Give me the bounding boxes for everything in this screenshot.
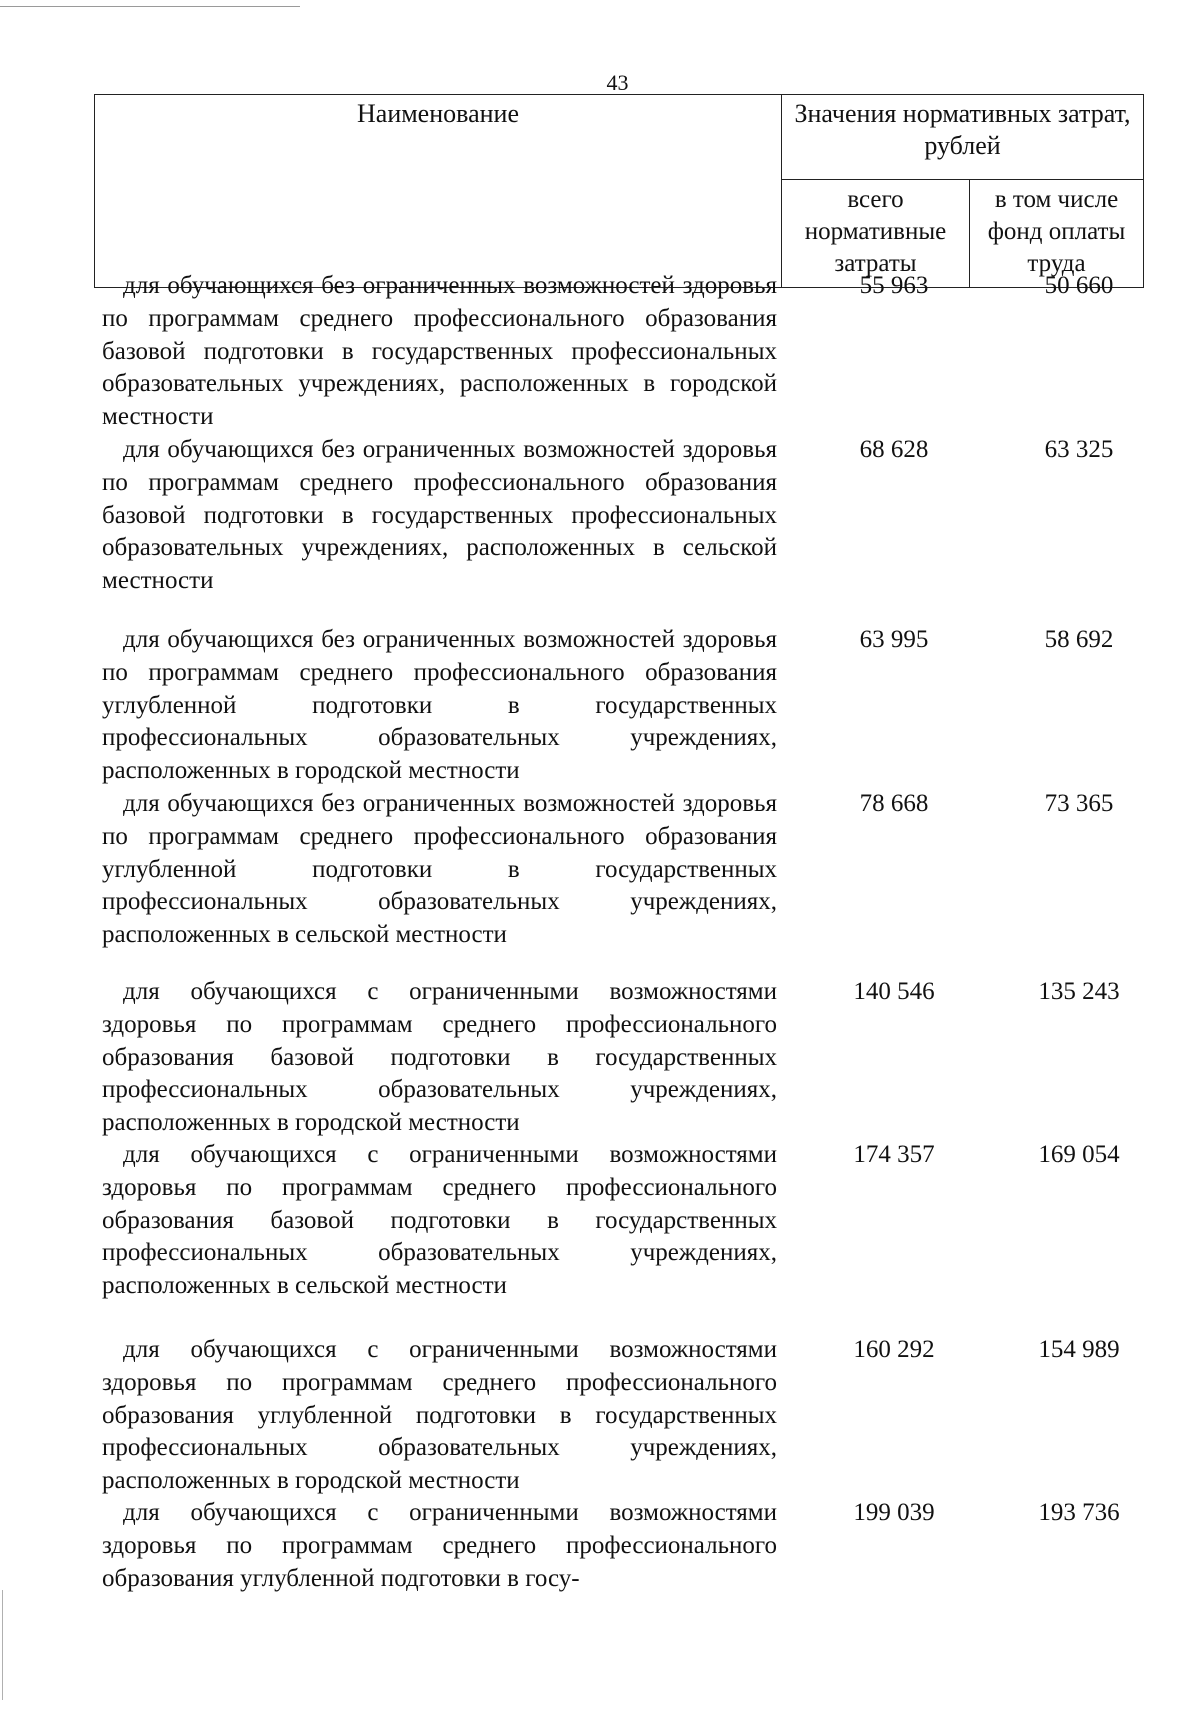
- row-description: для обучающихся с ограниченными возможностями здоровья по программам среднего профессионального образования углубленной подготовки в государственных профессиональных образовательных учреждениях, расположенных в городской местности: [102, 1336, 777, 1495]
- row-description: для обучающихся с ограниченными возможностями здоровья по программам среднего профессионального образования базовой подготовки в государственных профессиональных образовательных учреждениях, расположенных в сельской местности: [102, 1141, 777, 1300]
- header-payroll-fund: в том числе фонд оплаты труда: [987, 186, 1126, 277]
- page-number: 43: [606, 70, 629, 95]
- row-description: для обучающихся с ограниченными возможностями здоровья по программам среднего профессионального образования базовой подготовки в государственных профессиональных образовательных учреждениях, расположенных в городской местности: [102, 978, 777, 1137]
- row-description: для обучающихся с ограниченными возможностями здоровья по программам среднего профессионального образования углубленной подготовки в госу-: [102, 1499, 777, 1592]
- row-payroll-value: 58 692: [1044, 626, 1114, 653]
- row-description: для обучающихся без ограниченных возможностей здоровья по программам среднего профессионального образования базовой подготовки в государственных профессиональных образовательных учреждениях, расположенных в сельской местности: [102, 436, 777, 595]
- row-total-value: 160 292: [853, 1336, 935, 1363]
- row-payroll-value: 154 989: [1038, 1336, 1120, 1363]
- row-total-value: 174 357: [853, 1141, 935, 1168]
- row-description: для обучающихся без ограниченных возможностей здоровья по программам среднего профессионального образования углубленной подготовки в государственных профессиональных образовательных учреждениях, расположенных в сельской местности: [102, 790, 777, 949]
- row-payroll-value: 50 660: [1044, 272, 1114, 299]
- row-total-value: 68 628: [859, 436, 929, 463]
- cost-table: [94, 94, 1144, 1592]
- row-payroll-value: 73 365: [1044, 790, 1114, 817]
- row-payroll-value: 193 736: [1038, 1499, 1120, 1526]
- table-header: [94, 94, 1144, 288]
- header-values-group: Значения нормативных затрат, рублей: [782, 95, 1143, 180]
- row-total-value: 199 039: [853, 1499, 935, 1526]
- row-payroll-value: 63 325: [1044, 436, 1114, 463]
- row-total-value: 78 668: [859, 790, 929, 817]
- scan-edge-left: [2, 1590, 3, 1700]
- row-description: для обучающихся без ограниченных возможностей здоровья по программам среднего профессионального образования базовой подготовки в государственных профессиональных образовательных учреждениях, расположенных в городской местности: [102, 272, 777, 431]
- scan-edge-top: [0, 6, 300, 7]
- header-total-costs: всего нормативные затраты: [782, 180, 970, 287]
- row-total-value: 63 995: [859, 626, 929, 653]
- row-payroll-value: 135 243: [1038, 978, 1120, 1005]
- row-payroll-value: 169 054: [1038, 1141, 1120, 1168]
- row-description: для обучающихся без ограниченных возможностей здоровья по программам среднего профессионального образования углубленной подготовки в государственных профессиональных образовательных учреждениях, расположенных в городской местности: [102, 626, 777, 785]
- row-total-value: 55 963: [859, 272, 929, 299]
- header-name: Наименование: [95, 95, 782, 287]
- row-total-value: 140 546: [853, 978, 935, 1005]
